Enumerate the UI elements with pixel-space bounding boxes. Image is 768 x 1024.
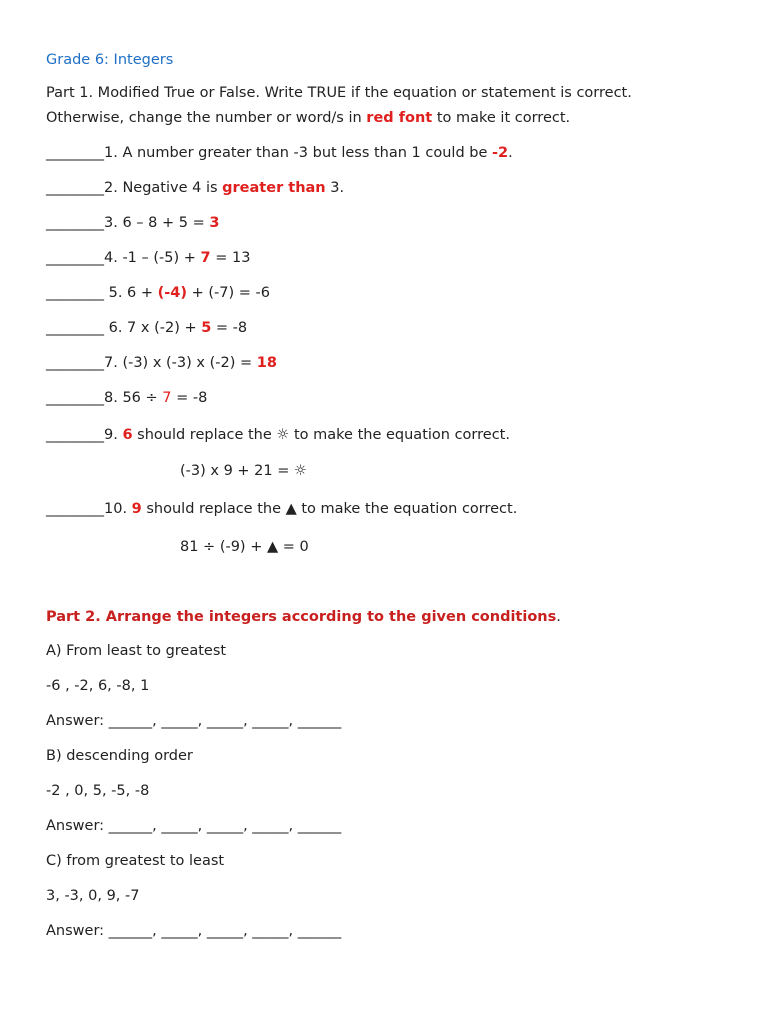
item-5: ________ 5. 6 + (-4) + (-7) = -6 xyxy=(46,285,270,301)
section-c-answer: Answer: ______, _____, _____, _____, ______ xyxy=(46,923,342,939)
equation-9: (-3) x 9 + 21 = ☼ xyxy=(180,463,307,479)
item-8: ________8. 56 ÷ 7 = -8 xyxy=(46,390,208,406)
page-title: Grade 6: Integers xyxy=(46,52,174,68)
answer-blank: ________ xyxy=(46,250,104,266)
answer-blank: ________ xyxy=(46,320,104,336)
red-font-label: red font xyxy=(366,110,433,126)
section-b-answer: Answer: ______, _____, _____, _____, ______ xyxy=(46,818,342,834)
item-1: ________1. A number greater than -3 but less than 1 could be -2. xyxy=(46,145,513,161)
part1-instructions-line1: Part 1. Modified True or False. Write TRUE if the equation or statement is correct. xyxy=(46,85,632,101)
section-b-label: B) descending order xyxy=(46,748,193,764)
answer-blank: ________ xyxy=(46,355,104,371)
answer-blank: ________ xyxy=(46,145,104,161)
section-c-numbers: 3, -3, 0, 9, -7 xyxy=(46,888,140,904)
item-10: ________10. 9 should replace the ▲ to make the equation correct. xyxy=(46,501,518,517)
equation-10: 81 ÷ (-9) + ▲ = 0 xyxy=(180,539,309,555)
answer-blank: ________ xyxy=(46,390,104,406)
answer-blank: ________ xyxy=(46,180,104,196)
answer-blank: ________ xyxy=(46,427,104,443)
item-6: ________ 6. 7 x (-2) + 5 = -8 xyxy=(46,320,248,336)
answer-blank: ________ xyxy=(46,285,104,301)
answer-blank: ________ xyxy=(46,501,104,517)
section-c-label: C) from greatest to least xyxy=(46,853,225,869)
item-2: ________2. Negative 4 is greater than 3. xyxy=(46,180,345,196)
item-3: ________3. 6 – 8 + 5 = 3 xyxy=(46,215,220,231)
section-a-numbers: -6 , -2, 6, -8, 1 xyxy=(46,678,150,694)
answer-blank: ________ xyxy=(46,215,104,231)
section-b-numbers: -2 , 0, 5, -5, -8 xyxy=(46,783,150,799)
section-a-label: A) From least to greatest xyxy=(46,643,227,659)
item-4: ________4. -1 – (-5) + 7 = 13 xyxy=(46,250,251,266)
part2-heading: Part 2. Arrange the integers according to the given conditions. xyxy=(46,609,561,625)
item-9: ________9. 6 should replace the ☼ to make the equation correct. xyxy=(46,427,510,443)
item-7: ________7. (-3) x (-3) x (-2) = 18 xyxy=(46,355,277,371)
section-a-answer: Answer: ______, _____, _____, _____, ______ xyxy=(46,713,342,729)
part1-instructions-line2: Otherwise, change the number or word/s in red font to make it correct. xyxy=(46,110,571,126)
